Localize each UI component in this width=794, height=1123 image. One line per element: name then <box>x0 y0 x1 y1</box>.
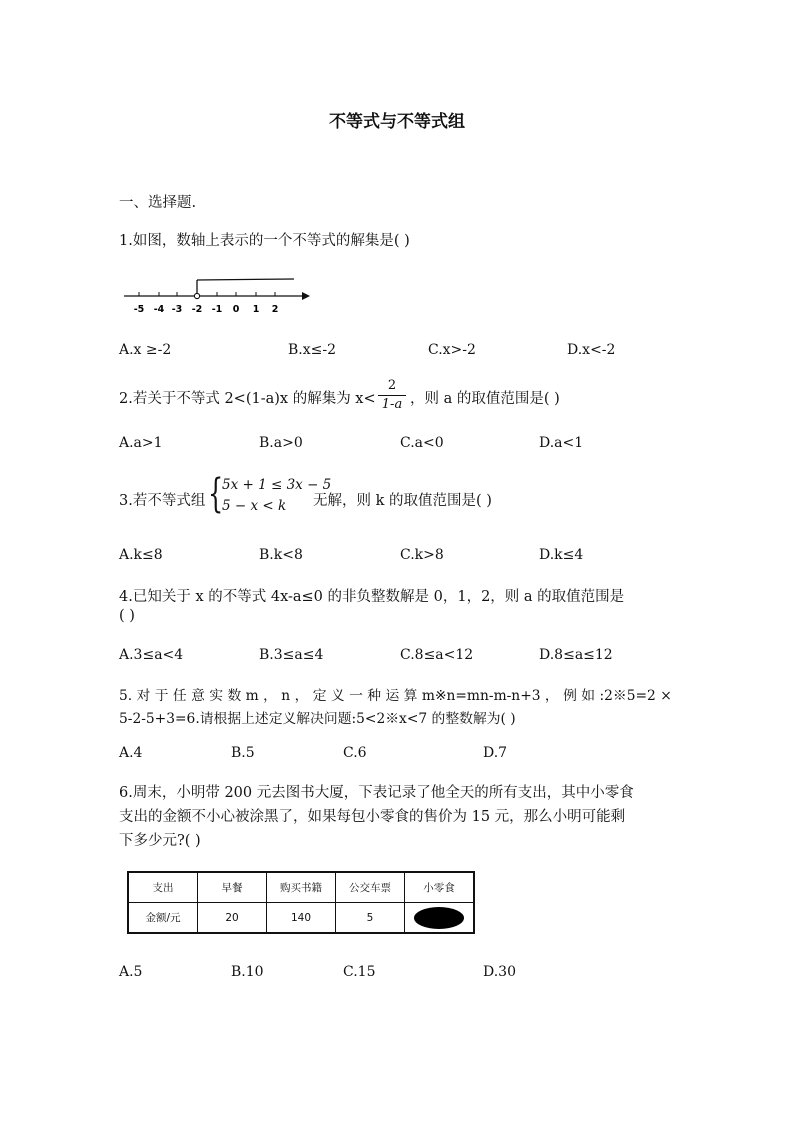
q2-fraction <box>378 378 406 413</box>
q5-option-a: A.4 <box>119 745 143 761</box>
q5-option-c: C.6 <box>343 745 367 761</box>
q3-option-d: D.k≤4 <box>539 547 584 563</box>
q4-option-c: C.8≤a<12 <box>400 647 474 663</box>
q4-stem-line2: ( ) <box>119 608 135 624</box>
table-header: 公交车票 <box>336 872 405 903</box>
q2-option-d: D.a<1 <box>539 435 584 451</box>
tick-label: -3 <box>171 304 183 315</box>
q4-option-a: A.3≤a<4 <box>119 647 184 663</box>
tick-label: -1 <box>211 304 223 315</box>
q6-option-c: C.15 <box>343 964 376 980</box>
fraction-denominator: 1-a <box>381 397 403 412</box>
table-row <box>128 903 474 934</box>
q3-stem-suffix: 无解，则 k 的取值范围是( ) <box>313 493 492 509</box>
q2-stem-prefix: 2.若关于不等式 2<(1-a)x 的解集为 x< <box>119 391 376 407</box>
q3-option-a: A.k≤8 <box>119 547 163 563</box>
q3-stem-prefix: 3.若不等式组 <box>119 493 206 509</box>
q4-stem-line1: 4.已知关于 x 的不等式 4x-a≤0 的非负整数解是 0，1，2，则 a 的取值范围是 <box>119 589 625 605</box>
table-cell: 5 <box>336 903 405 934</box>
q6-stem-line2: 支出的金额不小心被涂黑了，如果每包小零食的售价为 15 元，那么小明可能剩 <box>119 809 626 825</box>
number-line-figure <box>118 272 318 318</box>
q4-option-b: B.3≤a≤4 <box>259 647 324 663</box>
table-cell: 20 <box>198 903 267 934</box>
q2-option-c: C.a<0 <box>400 435 444 451</box>
q6-stem-line1: 6.周末，小明带 200 元去图书大厦，下表记录了他全天的所有支出，其中小零食 <box>119 785 634 801</box>
tick-label: -4 <box>153 304 165 315</box>
system-brace: { <box>208 471 224 517</box>
table-header: 支出 <box>128 872 198 903</box>
q1-option-c: C.x>-2 <box>428 342 476 358</box>
expense-table <box>127 871 475 934</box>
fraction-numerator: 2 <box>387 378 397 393</box>
solution-set-ray <box>197 279 294 280</box>
tick-label: -2 <box>191 304 203 315</box>
table-cell: 金额/元 <box>128 903 198 934</box>
q5-option-d: D.7 <box>483 745 508 761</box>
q5-stem-line1: 5. 对 于 任 意 实 数 m ， n ， 定 义 一 种 运 算 m※n=mn-m-n+3 ， 例 如 :2※5=2 × <box>119 688 672 704</box>
q6-option-a: A.5 <box>119 964 143 980</box>
table-header: 早餐 <box>198 872 267 903</box>
q6-option-d: D.30 <box>483 964 516 980</box>
q5-stem-line2: 5-2-5+3=6.请根据上述定义解决问题:5<2※x<7 的整数解为( ) <box>119 711 516 727</box>
q1-stem: 1.如图，数轴上表示的一个不等式的解集是( ) <box>119 233 410 249</box>
q1-option-a: A.x ≥-2 <box>119 342 172 358</box>
open-endpoint <box>194 293 199 298</box>
system-equation-2: 5 − x < k <box>222 498 287 514</box>
table-cell: 140 <box>267 903 336 934</box>
tick-label: 1 <box>252 304 260 315</box>
q2-option-b: B.a>0 <box>259 435 303 451</box>
q2-option-a: A.a>1 <box>119 435 163 451</box>
q5-option-b: B.5 <box>231 745 255 761</box>
q3-option-c: C.k>8 <box>400 547 444 563</box>
q2-stem-suffix: ，则 a 的取值范围是( ) <box>410 391 560 407</box>
table-cell-redacted <box>405 903 475 934</box>
tick-label: 2 <box>271 304 279 315</box>
q3-option-b: B.k<8 <box>259 547 303 563</box>
q6-stem-line3: 下多少元?( ) <box>119 833 201 849</box>
ink-blot-redaction <box>414 907 464 929</box>
q6-option-b: B.10 <box>231 964 264 980</box>
q1-option-d: D.x<-2 <box>567 342 616 358</box>
number-line-arrow <box>302 292 310 300</box>
table-header: 购买书籍 <box>267 872 336 903</box>
page-title: 不等式与不等式组 <box>329 112 465 132</box>
q1-option-b: B.x≤-2 <box>288 342 337 358</box>
q4-option-d: D.8≤a≤12 <box>539 647 613 663</box>
tick-label: -5 <box>133 304 145 315</box>
table-header: 小零食 <box>405 872 475 903</box>
tick-label: 0 <box>232 304 240 315</box>
system-equation-1: 5x + 1 ≤ 3x − 5 <box>222 477 332 493</box>
table-header-row <box>128 872 474 903</box>
section-heading: 一、选择题. <box>119 195 197 211</box>
